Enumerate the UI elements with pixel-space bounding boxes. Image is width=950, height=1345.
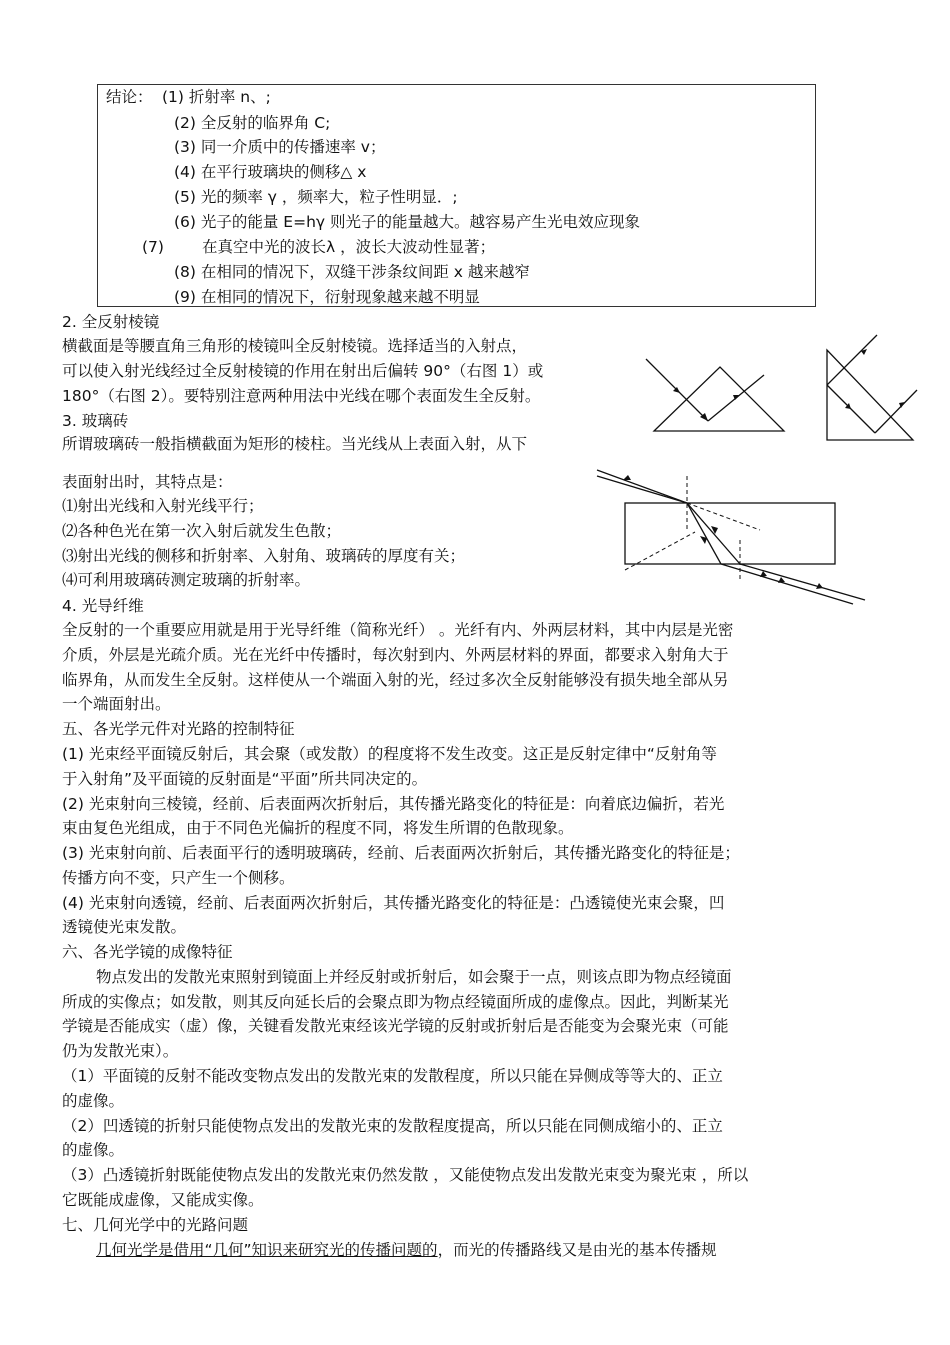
section-heading: 3. 玻璃砖 bbox=[62, 412, 129, 430]
paragraph-line: 的虚像。 bbox=[62, 1141, 125, 1159]
paragraph-line: 横截面是等腰直角三角形的棱镜叫全反射棱镜。选择适当的入射点， bbox=[62, 337, 528, 355]
paragraph-line: 学镜是否能成实（虚）像，关键看发散光束经该光学镜的反射或折射后是否能变为会聚光束（可能 bbox=[62, 1017, 729, 1035]
conclusion-item: (5) 光的频率 γ ，频率大，粒子性明显．; bbox=[174, 188, 458, 206]
paragraph-line: （2）凹透镜的折射只能使物点发出的发散光束的发散程度提高，所以只能在同侧成缩小的、正立 bbox=[62, 1117, 723, 1135]
paragraph-line: 介质，外层是光疏介质。光在光纤中传播时，每次射到内、外两层材料的界面，都要求入射角大于 bbox=[62, 646, 729, 664]
paragraph-text: ，而光的传播路线又是由光的基本传播规 bbox=[437, 1241, 717, 1259]
paragraph-line: 于入射角”及平面镜的反射面是“平面”所共同决定的。 bbox=[62, 770, 428, 788]
prism-90-figure bbox=[640, 345, 790, 435]
paragraph-line: ⑴射出光线和入射光线平行； bbox=[62, 497, 264, 515]
section-heading: 七、几何光学中的光路问题 bbox=[62, 1216, 249, 1234]
paragraph-line: ⑶射出光线的侧移和折射率、入射角、玻璃砖的厚度有关； bbox=[62, 547, 466, 565]
paragraph-line: (2) 光束射向三棱镜，经前、后表面两次折射后，其传播光路变化的特征是：向着底边偏折，若光 bbox=[62, 795, 725, 813]
conclusion-item-number: (7) bbox=[142, 238, 164, 256]
paragraph-line: 全反射的一个重要应用就是用于光导纤维（简称光纤） 。光纤有内、外两层材料，其中内层是光密 bbox=[62, 621, 734, 639]
paragraph-line: ⑷可利用玻璃砖测定玻璃的折射率。 bbox=[62, 571, 311, 589]
section-heading: 2. 全反射棱镜 bbox=[62, 313, 160, 331]
paragraph-line: ⑵各种色光在第一次入射后就发生色散； bbox=[62, 522, 342, 540]
paragraph-line: （3）凸透镜折射既能使物点发出的发散光束仍然发散 ，又能使物点发出发散光束变为聚光束 ，所以 bbox=[62, 1166, 749, 1184]
paragraph-line: 临界角，从而发生全反射。这样使从一个端面入射的光，经过多次全反射能够没有损失地全部从另 bbox=[62, 671, 729, 689]
paragraph-line: 表面射出时，其特点是： bbox=[62, 473, 233, 491]
section-heading: 4. 光导纤维 bbox=[62, 597, 144, 615]
conclusion-item: (3) 同一介质中的传播速率 v； bbox=[174, 138, 386, 156]
paragraph-line: 传播方向不变，只产生一个侧移。 bbox=[62, 869, 295, 887]
conclusion-item: (2) 全反射的临界角 C; bbox=[174, 114, 331, 132]
paragraph-line: 它既能成虚像，又能成实像。 bbox=[62, 1191, 264, 1209]
conclusion-item: (4) 在平行玻璃块的侧移△ x bbox=[174, 163, 367, 181]
underlined-text: 几何光学是借用“几何”知识来研究光的传播问题的 bbox=[96, 1241, 438, 1259]
paragraph-line: 的虚像。 bbox=[62, 1092, 125, 1110]
prism-180-figure bbox=[815, 330, 920, 445]
paragraph-line: 一个端面射出。 bbox=[62, 695, 171, 713]
conclusion-item: 在真空中光的波长λ ，波长大波动性显著； bbox=[202, 238, 496, 256]
glass-block-figure bbox=[595, 462, 870, 607]
paragraph-line: (4) 光束射向透镜，经前、后表面两次折射后，其传播光路变化的特征是：凸透镜使光束会聚，凹 bbox=[62, 894, 725, 912]
conclusion-item: (6) 光子的能量 E=hγ 则光子的能量越大。越容易产生光电效应现象 bbox=[174, 213, 641, 231]
paragraph-line: 束由复色光组成，由于不同色光偏折的程度不同，将发生所谓的色散现象。 bbox=[62, 819, 574, 837]
conclusion-item: (8) 在相同的情况下，双缝干涉条纹间距 x 越来越窄 bbox=[174, 263, 530, 281]
paragraph-line: 透镜使光束发散。 bbox=[62, 918, 187, 936]
paragraph-line: 所谓玻璃砖一般指横截面为矩形的棱柱。当光线从上表面入射，从下 bbox=[62, 435, 528, 453]
paragraph-line: 所成的实像点；如发散，则其反向延长后的会聚点即为物点经镜面所成的虚像点。因此，判断某光 bbox=[62, 993, 729, 1011]
section-heading: 五、各光学元件对光路的控制特征 bbox=[62, 720, 295, 738]
paragraph-line: （1）平面镜的反射不能改变物点发出的发散光束的发散程度，所以只能在异侧成等等大的、正立 bbox=[62, 1067, 723, 1085]
paragraph-line: 180°（右图 2）。要特别注意两种用法中光线在哪个表面发生全反射。 bbox=[62, 387, 541, 405]
conclusion-item: (1) 折射率 n、; bbox=[162, 88, 271, 106]
paragraph-line bbox=[96, 1240, 717, 1260]
conclusion-item: (9) 在相同的情况下，衍射现象越来越不明显 bbox=[174, 288, 480, 306]
paragraph-line: (3) 光束射向前、后表面平行的透明玻璃砖，经前、后表面两次折射后，其传播光路变化的特征是； bbox=[62, 844, 740, 862]
conclusion-label: 结论： bbox=[106, 88, 153, 106]
paragraph-line: 仍为发散光束）。 bbox=[62, 1042, 179, 1060]
section-heading: 六、各光学镜的成像特征 bbox=[62, 943, 233, 961]
paragraph-line: 可以使入射光线经过全反射棱镜的作用在射出后偏转 90°（右图 1）或 bbox=[62, 362, 544, 380]
paragraph-line: 物点发出的发散光束照射到镜面上并经反射或折射后，如会聚于一点，则该点即为物点经镜面 bbox=[96, 968, 732, 986]
paragraph-line: (1) 光束经平面镜反射后，其会聚（或发散）的程度将不发生改变。这正是反射定律中“反射角等 bbox=[62, 745, 717, 763]
